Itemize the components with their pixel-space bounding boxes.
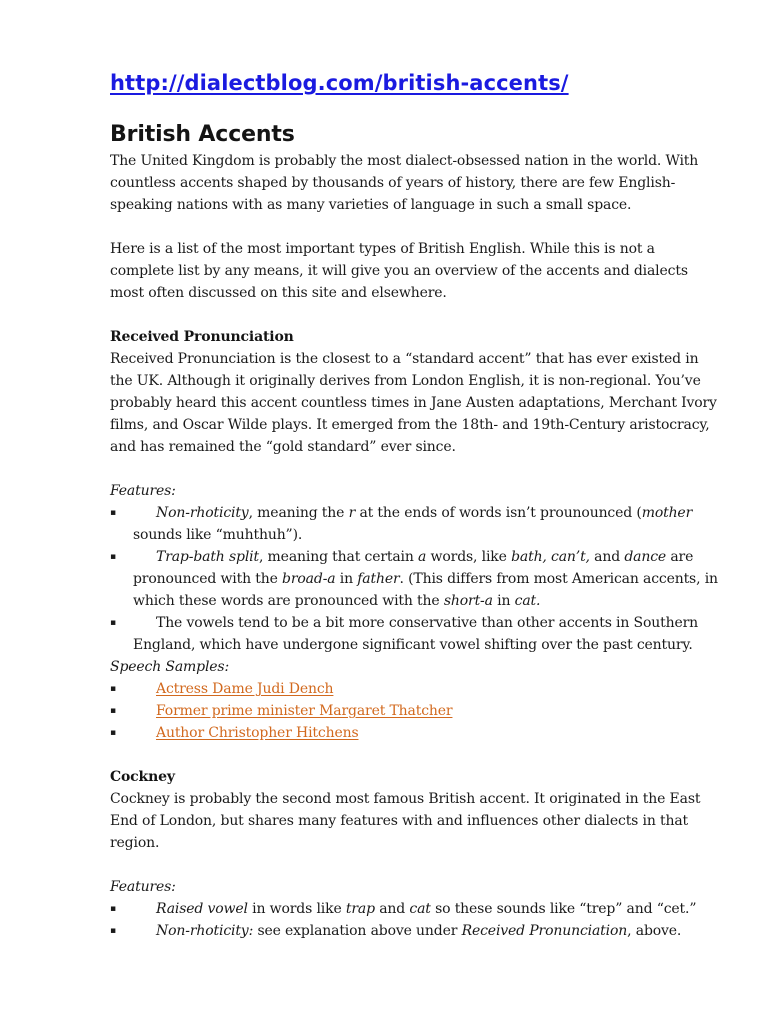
rp-samples-list [110, 678, 718, 744]
bullet-icon: ▪ [110, 684, 116, 694]
page-title: British Accents [110, 122, 295, 147]
spacer [110, 216, 718, 238]
list-item: ▪ Non-rhoticity: see explanation above under Received Pronunciation, above. [110, 920, 718, 942]
spacer [110, 854, 718, 876]
list-item: ▪ Raised vowel in words like trap and cat so these sounds like “trep” and “cet.” [110, 898, 718, 920]
bullet-icon: ▪ [110, 618, 116, 628]
rp-body: Received Pronunciation is the closest to a “standard accent” that has ever existed in the UK. Although it originally derives from London English, it is non-regional. You’ve probably heard this accent countless times in Jane Austen adaptations, Merchant Ivory films, and Oscar Wilde plays. It emerged from the 18th- and 19th-Century aristocracy, and has remained the “gold standard” ever since. [110, 351, 717, 455]
list-item [110, 722, 718, 744]
list-item: ▪ Non-rhoticity, meaning the r at the ends of words isn’t prounounced (mother sounds like “muhthuh”). [110, 502, 718, 546]
intro-paragraph-1: The United Kingdom is probably the most dialect-obsessed nation in the world. With countless accents shaped by thousands of years of history, there are few English-speaking nations with as many varieties of language in such a small space. [110, 153, 699, 213]
cockney-body: Cockney is probably the second most famous British accent. It originated in the East End of London, but shares many features with and influences other dialects in that region. [110, 791, 701, 851]
sample-link-christopher-hitchens[interactable]: Author Christopher Hitchens [156, 725, 359, 741]
spacer [110, 304, 718, 326]
sample-link-judi-dench[interactable]: Actress Dame Judi Dench [156, 681, 334, 697]
bullet-icon: ▪ [110, 508, 116, 518]
bullet-icon: ▪ [110, 552, 116, 562]
list-item [110, 678, 718, 700]
list-item [110, 700, 718, 722]
rp-features-label: Features: [110, 483, 176, 499]
bullet-icon: ▪ [110, 706, 116, 716]
sample-link-margaret-thatcher[interactable]: Former prime minister Margaret Thatcher [156, 703, 453, 719]
list-item: ▪ The vowels tend to be a bit more conservative than other accents in Southern England, which have undergone significant vowel shifting over the past century. [110, 612, 718, 656]
document-page [110, 66, 718, 942]
cockney-heading: Cockney [110, 769, 175, 785]
source-url-link[interactable]: http://dialectblog.com/british-accents/ [110, 71, 569, 95]
rp-features-list [110, 502, 718, 656]
spacer [110, 458, 718, 480]
bullet-icon: ▪ [110, 904, 116, 914]
bullet-icon: ▪ [110, 728, 116, 738]
intro-paragraph-2: Here is a list of the most important types of British English. While this is not a complete list by any means, it will give you an overview of the accents and dialects most often discussed on this site and elsewhere. [110, 241, 688, 301]
cockney-features-label: Features: [110, 879, 176, 895]
rp-heading: Received Pronunciation [110, 329, 294, 345]
spacer [110, 744, 718, 766]
cockney-features-list [110, 898, 718, 942]
list-item: ▪ Trap-bath split, meaning that certain a words, like bath, can’t, and dance are pronounced with the broad-a in father. (This differs from most American accents, in which these words are pronounced with the short-a in cat. [110, 546, 718, 612]
rp-samples-label: Speech Samples: [110, 659, 230, 675]
bullet-icon: ▪ [110, 926, 116, 936]
